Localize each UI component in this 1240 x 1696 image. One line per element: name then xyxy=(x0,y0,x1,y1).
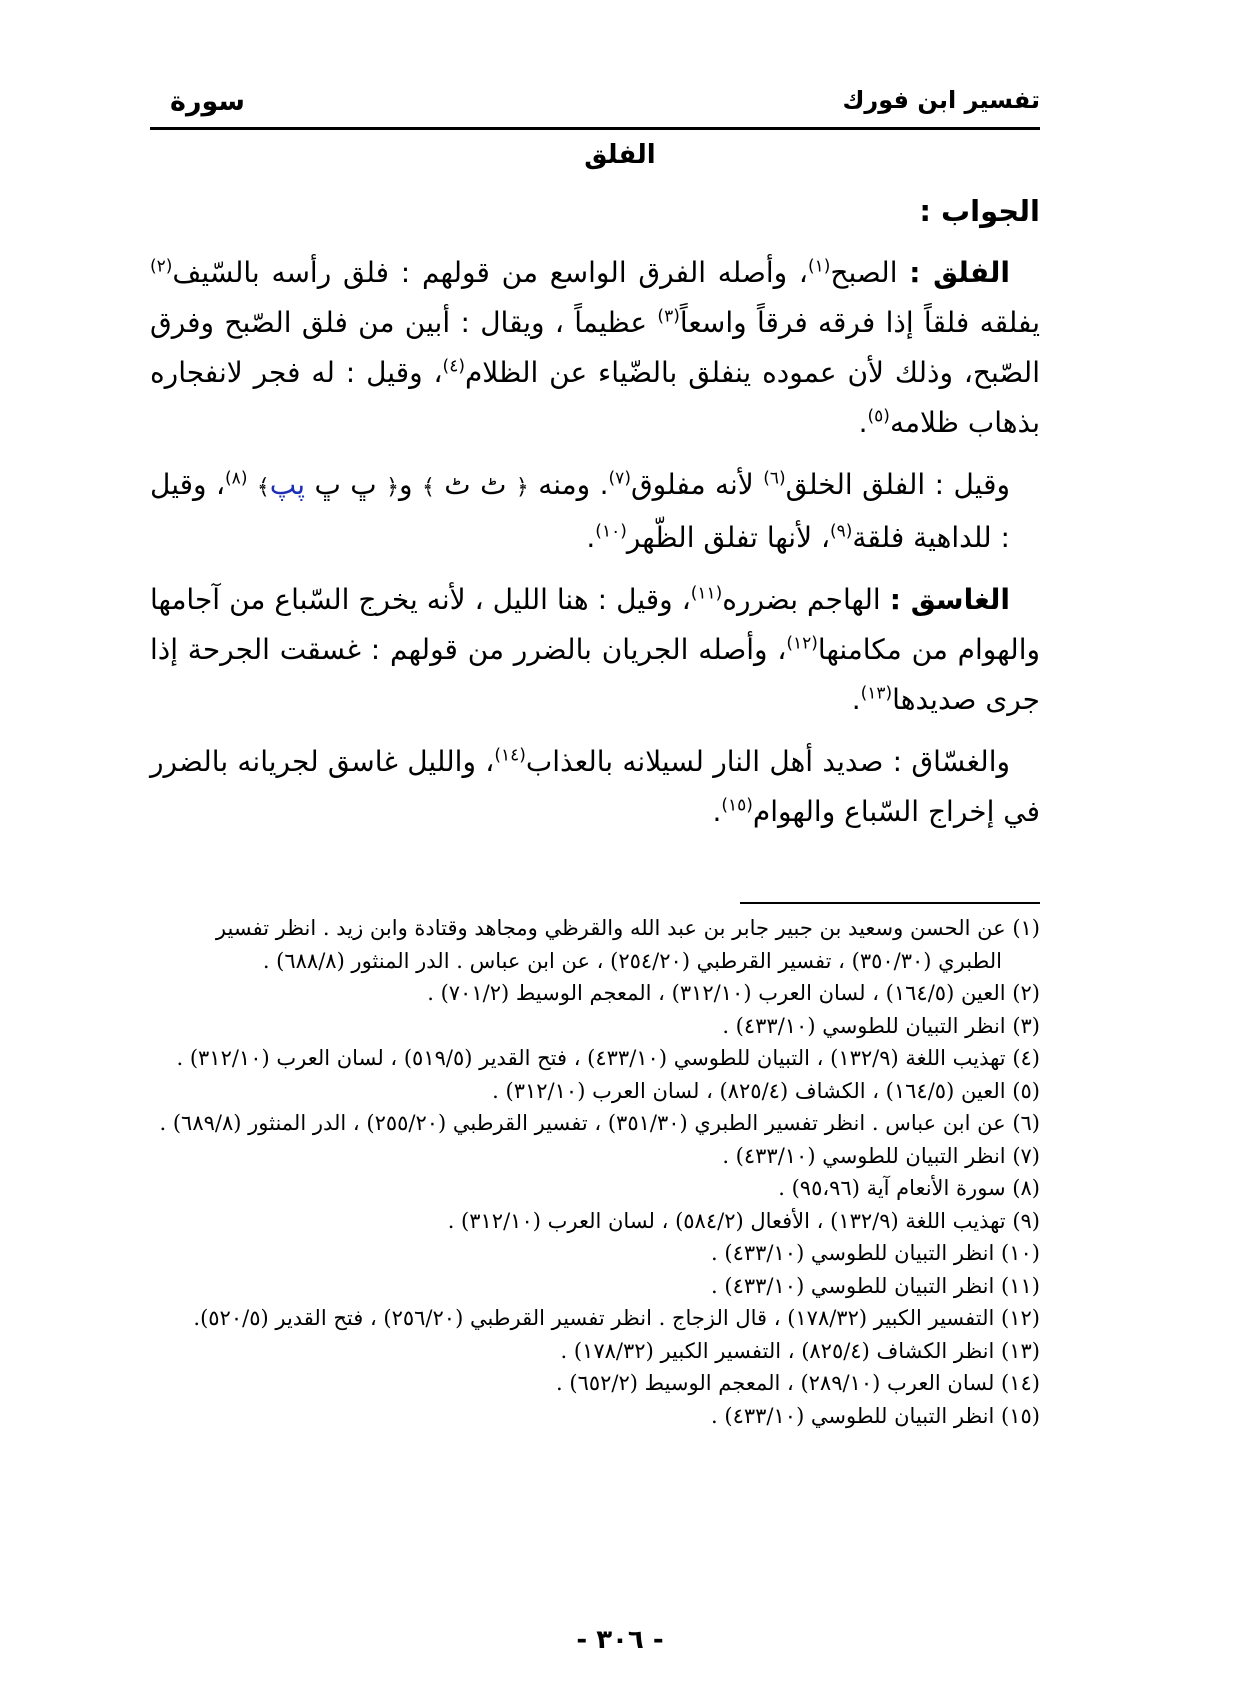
quran-verse-glyphs-blue: پپ xyxy=(269,468,306,501)
footnote-ref: (١٢) xyxy=(786,633,818,654)
footnote: (٤) تهذيب اللغة (١٣٢/٩) ، التبيان للطوسي (٤٣٣/١٠) ، فتح القدير (٥١٩/٥) ، لسان العرب (٣١٢/١٠) . xyxy=(176,1046,1040,1070)
text-span: . ومنه xyxy=(528,468,609,501)
text-span: و xyxy=(399,468,422,501)
quran-verse-glyphs: ڀ ڀ xyxy=(305,468,387,501)
footnote-ref: (١) xyxy=(807,256,831,277)
footnote: (٣) انظر التبيان للطوسي (٤٣٣/١٠) . xyxy=(722,1013,1040,1038)
footnote: (٩) تهذيب اللغة (١٣٢/٩) ، الأفعال (٥٨٤/٢) ، لسان العرب (٣١٢/١٠) . xyxy=(447,1208,1040,1233)
quran-verse-glyphs: ٹ ٹ xyxy=(434,468,516,501)
paragraph-falaq xyxy=(150,248,1040,448)
footnote: (٨) سورة الأنعام آية (٩٥،٩٦) . xyxy=(778,1176,1040,1200)
text-span: . xyxy=(858,406,868,439)
text-span: الهاجم بضرره xyxy=(722,583,890,616)
footnotes xyxy=(150,912,1040,1432)
footnote-ref: (٣) xyxy=(657,306,680,327)
footnote-ref: (١٣) xyxy=(860,683,893,704)
term-falaq: الفلق : xyxy=(909,256,1011,289)
main-text xyxy=(150,186,1040,849)
page-number: - ٣٠٦ - xyxy=(576,1625,664,1655)
footnote: (٥) العين (١٦٤/٥) ، الكشاف (٨٢٥/٤) ، لسان العرب (٣١٢/١٠) . xyxy=(492,1078,1040,1103)
footnote: (١١) انظر التبيان للطوسي (٤٣٣/١٠) . xyxy=(711,1273,1040,1298)
footnote-ref: (١٤) xyxy=(494,745,526,766)
footnote-ref: (٧) xyxy=(608,468,631,489)
quran-open-bracket: ﴿ xyxy=(386,475,399,500)
text-span: . xyxy=(712,795,722,828)
text-span: والغسّاق : صديد أهل النار لسيلانه بالعذاب xyxy=(525,745,1010,778)
footnote: (٧) انظر التبيان للطوسي (٤٣٣/١٠) . xyxy=(722,1143,1040,1168)
surah-label: سورة xyxy=(170,86,245,117)
paragraph-ghasiq xyxy=(150,575,1040,725)
text-span: وقيل : الفلق الخلق xyxy=(785,468,1011,501)
footnote-ref: (٥) xyxy=(867,406,890,427)
text-span: ، والليل غاسق لجريانه بالضرر في إخراج السّباع والهوام xyxy=(150,745,1040,828)
footnote-ref: (٢) xyxy=(150,256,173,277)
text-span: ، وأصله الفرق الواسع من قولهم : فلق رأسه بالسّيف xyxy=(172,256,808,289)
quran-close-bracket: ﴾ xyxy=(256,475,270,500)
footnote-ref: (٦) xyxy=(763,468,786,489)
surah-name: الفلق xyxy=(584,140,656,170)
quran-open-bracket: ﴿ xyxy=(515,475,529,500)
text-span: الصبح xyxy=(830,256,910,289)
footnote-ref: (٩) xyxy=(830,521,853,542)
footnote: (٢) العين (١٦٤/٥) ، لسان العرب (٣١٢/١٠) ، المعجم الوسيط (٧٠١/٢) . xyxy=(427,981,1040,1005)
footnote: (٦) عن ابن عباس . انظر تفسير الطبري (٣٥١/٣٠) ، تفسير القرطبي (٢٥٥/٢٠) ، الدر المنثور (٦٨٩/٨) . xyxy=(159,1111,1040,1135)
text-span xyxy=(247,468,256,501)
book-title: تفسير ابن فورك xyxy=(842,86,1040,114)
footnote-ref: (١١) xyxy=(690,583,723,604)
footnote: (١٣) انظر الكشاف (٨٢٥/٤) ، التفسير الكبير (١٧٨/٣٢) . xyxy=(560,1338,1040,1363)
footnote-ref: (١٥) xyxy=(721,795,753,816)
text-span: لأنه مفلوق xyxy=(630,468,764,501)
footnote-ref: (١٠) xyxy=(595,521,627,542)
footnote: (١) عن الحسن وسعيد بن جبير جابر بن عبد الله والقرظي ومجاهد وقتادة وابن زيد . انظر تفسير الطبري (٣٥٠/٣٠) ، تفسير القرطبي (٢٥٤/٢٠) ، عن ابن عباس . الدر المنثور (٦٨٨/٨) . xyxy=(215,916,1040,973)
text-span: ، لأنها تفلق الظّهر xyxy=(626,521,830,554)
text-span: ، وقيل : للداهية فلقة xyxy=(150,468,1010,554)
paragraph-khalq xyxy=(150,460,1040,563)
text-span: . xyxy=(851,683,861,716)
footnote: (١٠) انظر التبيان للطوسي (٤٣٣/١٠) . xyxy=(711,1241,1040,1265)
footnote: (١٤) لسان العرب (٢٨٩/١٠) ، المعجم الوسيط (٦٥٢/٢) . xyxy=(556,1371,1040,1395)
text-span: يفلقه فلقاً إذا فرقه فرقاً واسعاً xyxy=(679,306,1041,339)
text-span: ، وأصله الجريان بالضرر من قولهم : غسقت الجرحة إذا جرى صديدها xyxy=(150,633,1040,716)
term-ghasiq: الغاسق : xyxy=(889,583,1010,616)
text-span: عظيماً ، ويقال : أبين من فلق الصّبح وفرق الصّبح، وذلك لأن عموده ينفلق بالضّياء عن الظلام xyxy=(150,306,1040,389)
header-divider xyxy=(150,127,1040,130)
footnote: (١٥) انظر التبيان للطوسي (٤٣٣/١٠) . xyxy=(711,1403,1040,1428)
text-span: . xyxy=(586,521,596,554)
footnote-ref: (٤) xyxy=(442,356,465,377)
text-span: ، وقيل : له فجر لانفجاره بذهاب ظلامه xyxy=(150,356,1040,439)
text-span: ، وقيل : هنا الليل ، لأنه يخرج السّباع من آجامها والهوام من مكامنها xyxy=(150,583,1040,666)
footnote: (١٢) التفسير الكبير (١٧٨/٣٢) ، قال الزجاج . انظر تفسير القرطبي (٢٥٦/٢٠) ، فتح القدير (٥٢٠/٥). xyxy=(193,1306,1040,1330)
answer-label: الجواب : xyxy=(919,194,1040,228)
running-header xyxy=(150,80,1040,124)
quran-close-bracket: ﴾ xyxy=(421,475,435,500)
footnote-divider xyxy=(740,902,1040,904)
paragraph-ghassaq xyxy=(150,737,1040,837)
footnote-ref: (٨) xyxy=(225,468,248,489)
